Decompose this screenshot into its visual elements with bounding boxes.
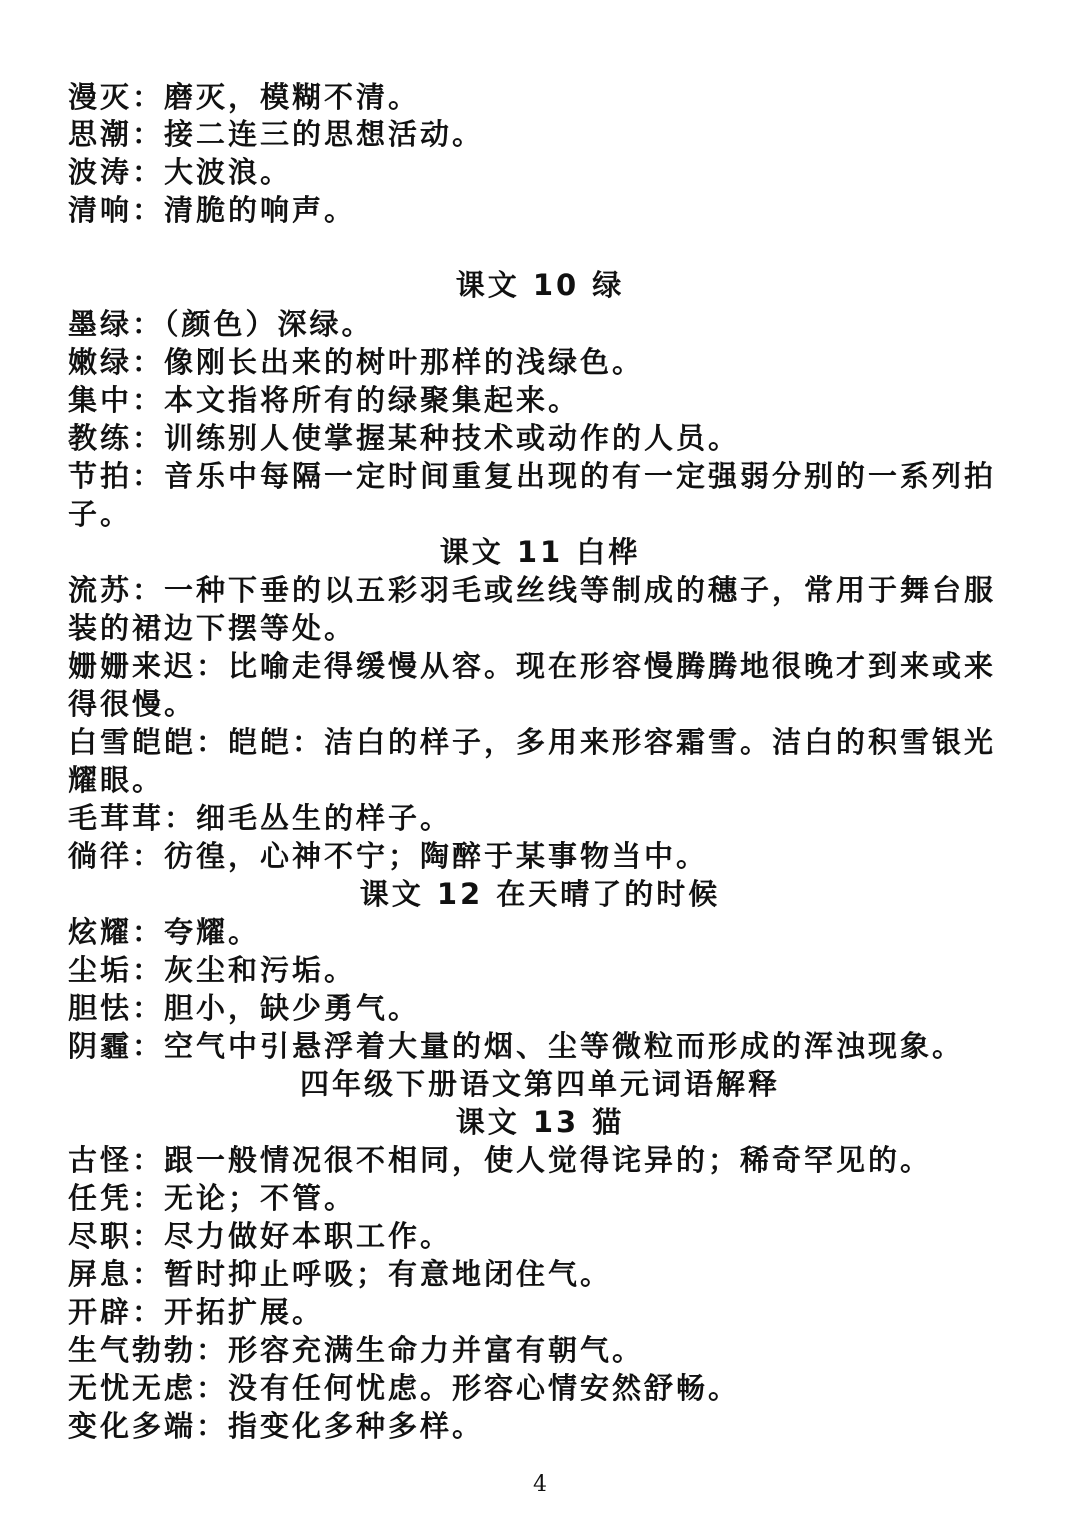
page-number: 4 xyxy=(533,1472,547,1497)
definition-line: 耀眼。 xyxy=(68,763,165,797)
definition-line: 开辟：开拓扩展。 xyxy=(68,1295,325,1329)
lesson-heading: 课文 10 绿 xyxy=(455,268,625,302)
definition-line: 阴霾：空气中引悬浮着大量的烟、尘等微粒而形成的浑浊现象。 xyxy=(68,1029,965,1063)
definition-line: 古怪：跟一般情况很不相同，使人觉得诧异的；稀奇罕见的。 xyxy=(68,1143,933,1177)
lesson-heading: 课文 11 白桦 xyxy=(439,535,641,569)
definition-line: 变化多端：指变化多种多样。 xyxy=(68,1409,485,1443)
unit-heading: 四年级下册语文第四单元词语解释 xyxy=(299,1067,780,1101)
definition-line: 尘垢：灰尘和污垢。 xyxy=(68,953,357,987)
definition-line: 得很慢。 xyxy=(68,687,197,721)
definition-line: 生气勃勃：形容充满生命力并富有朝气。 xyxy=(68,1333,645,1367)
definition-line: 波涛：大波浪。 xyxy=(68,155,293,189)
definition-line: 炫耀：夸耀。 xyxy=(68,915,261,949)
definition-line: 嫩绿：像刚长出来的树叶那样的浅绿色。 xyxy=(68,345,645,379)
definition-line: 装的裙边下摆等处。 xyxy=(68,611,357,645)
definition-line: 毛茸茸：细毛丛生的样子。 xyxy=(68,801,453,835)
definition-line: 尽职：尽力做好本职工作。 xyxy=(68,1219,453,1253)
lesson-heading: 课文 12 在天晴了的时候 xyxy=(359,877,721,911)
definition-line: 胆怯：胆小，缺少勇气。 xyxy=(68,991,421,1025)
definition-line: 徜徉：彷徨，心神不宁；陶醉于某事物当中。 xyxy=(68,839,709,873)
definition-line: 姗姗来迟：比喻走得缓慢从容。现在形容慢腾腾地很晚才到来或来 xyxy=(68,649,997,683)
definition-line: 任凭：无论；不管。 xyxy=(68,1181,357,1215)
definition-line: 白雪皑皑：皑皑：洁白的样子，多用来形容霜雪。洁白的积雪银光 xyxy=(68,725,997,759)
definition-line: 墨绿：（颜色）深绿。 xyxy=(68,307,374,341)
definition-line: 清响：清脆的响声。 xyxy=(68,193,357,227)
definition-line: 节拍：音乐中每隔一定时间重复出现的有一定强弱分别的一系列拍 xyxy=(68,459,997,493)
definition-line: 思潮：接二连三的思想活动。 xyxy=(68,117,485,151)
definition-line: 教练：训练别人使掌握某种技术或动作的人员。 xyxy=(68,421,741,455)
definition-line: 无忧无虑：没有任何忧虑。形容心情安然舒畅。 xyxy=(68,1371,741,1405)
definition-line: 子。 xyxy=(68,497,133,531)
definition-line: 漫灭：磨灭，模糊不清。 xyxy=(68,80,421,114)
definition-line: 集中：本文指将所有的绿聚集起来。 xyxy=(68,383,581,417)
definition-line: 屏息：暂时抑止呼吸；有意地闭住气。 xyxy=(68,1257,613,1291)
definition-line: 流苏：一种下垂的以五彩羽毛或丝线等制成的穗子，常用于舞台服 xyxy=(68,573,997,607)
lesson-heading: 课文 13 猫 xyxy=(455,1105,625,1139)
